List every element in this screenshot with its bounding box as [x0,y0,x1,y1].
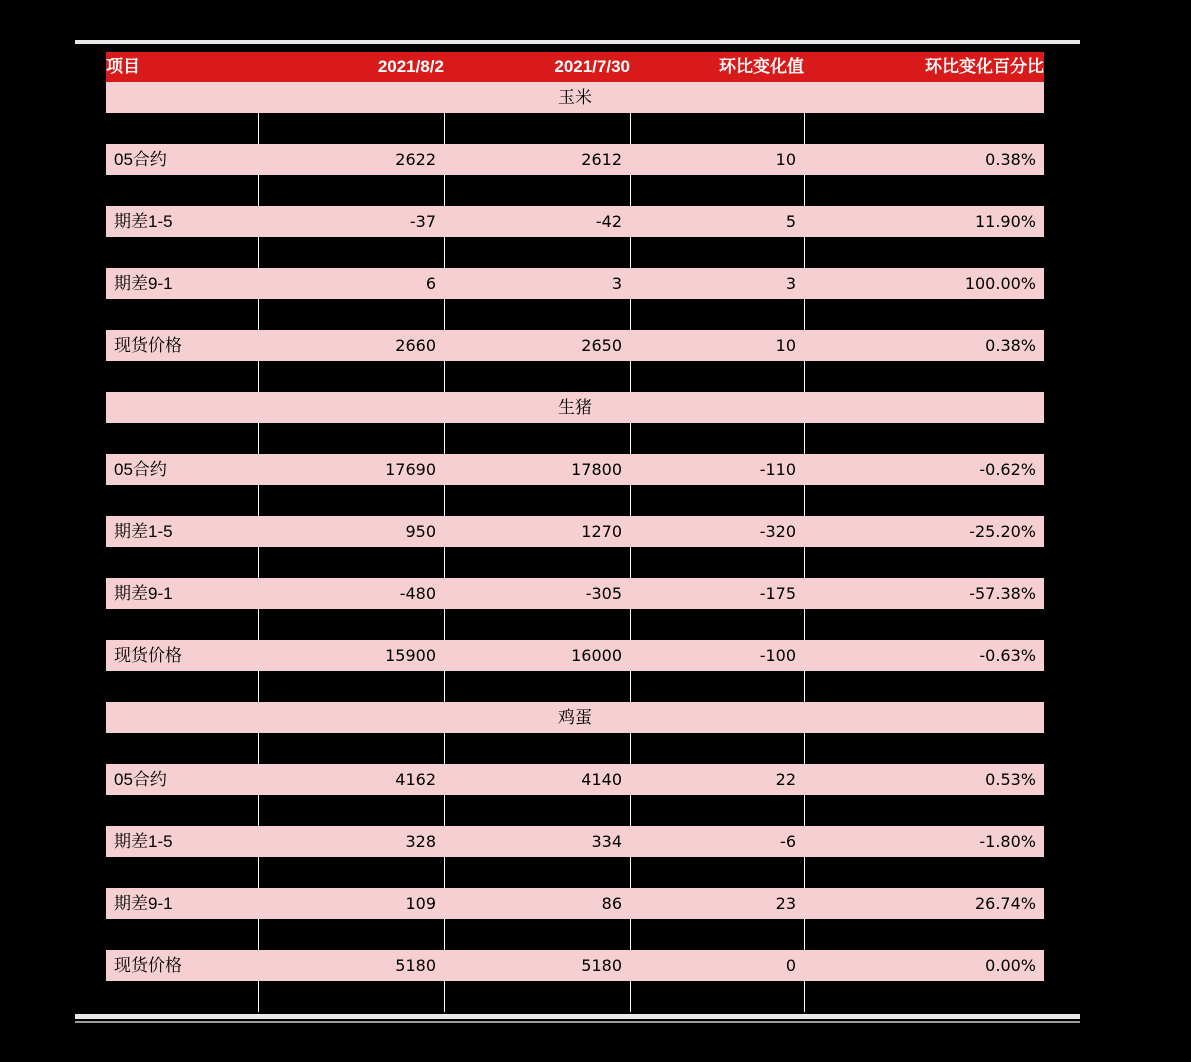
group-title: 鸡蛋 [106,702,1044,733]
row-change: -175 [630,578,804,609]
row-change: -6 [630,826,804,857]
row-value-date-2: 1270 [444,516,630,547]
spacer-cell [258,113,444,144]
row-change: 3 [630,268,804,299]
row-label: 05合约 [106,144,258,175]
spacer-cell [630,981,804,1012]
spacer-cell [106,981,258,1012]
spacer-cell [106,609,258,640]
row-change: -110 [630,454,804,485]
row-label: 期差9-1 [106,268,258,299]
bottom-divider-shadow [75,1021,1080,1023]
group-header-row [106,702,1044,733]
row-change-pct: -0.62% [804,454,1044,485]
row-change-pct: -25.20% [804,516,1044,547]
spacer-cell [630,113,804,144]
spacer-row [106,671,1044,702]
spacer-cell [444,485,630,516]
row-value-date-2: -42 [444,206,630,237]
spacer-cell [106,795,258,826]
spacer-cell [804,981,1044,1012]
table-row [106,578,1044,609]
spacer-cell [804,919,1044,950]
row-label: 现货价格 [106,640,258,671]
spacer-cell [444,361,630,392]
top-divider [75,40,1080,44]
spacer-cell [106,671,258,702]
row-value-date-1: 5180 [258,950,444,981]
table-row [106,206,1044,237]
spacer-cell [804,547,1044,578]
spacer-cell [106,175,258,206]
spacer-cell [804,361,1044,392]
row-value-date-1: 328 [258,826,444,857]
row-value-date-1: 6 [258,268,444,299]
spacer-cell [444,237,630,268]
spacer-cell [444,299,630,330]
spacer-cell [804,237,1044,268]
spacer-cell [258,671,444,702]
row-value-date-1: -37 [258,206,444,237]
spacer-row [106,423,1044,454]
table-header [106,52,1044,82]
spacer-cell [106,857,258,888]
spacer-cell [804,609,1044,640]
row-label: 期差1-5 [106,516,258,547]
row-change-pct: 0.00% [804,950,1044,981]
table-row [106,888,1044,919]
table-row [106,764,1044,795]
spacer-cell [106,299,258,330]
spacer-cell [444,857,630,888]
spacer-cell [630,423,804,454]
spacer-cell [804,299,1044,330]
row-change-pct: 26.74% [804,888,1044,919]
spacer-cell [106,733,258,764]
spacer-cell [630,237,804,268]
spacer-cell [630,175,804,206]
spacer-cell [106,361,258,392]
spacer-cell [106,423,258,454]
spacer-cell [444,423,630,454]
row-change: -100 [630,640,804,671]
bottom-divider [75,1014,1080,1019]
spacer-cell [444,175,630,206]
row-value-date-1: 17690 [258,454,444,485]
spacer-row [106,361,1044,392]
spacer-cell [258,733,444,764]
row-value-date-2: 5180 [444,950,630,981]
row-change: 10 [630,144,804,175]
spacer-row [106,981,1044,1012]
row-value-date-1: 2622 [258,144,444,175]
spacer-cell [258,485,444,516]
table-row [106,268,1044,299]
spacer-row [106,485,1044,516]
table-row [106,144,1044,175]
spacer-cell [630,547,804,578]
row-change-pct: -1.80% [804,826,1044,857]
table-row [106,640,1044,671]
spacer-cell [258,857,444,888]
spacer-row [106,733,1044,764]
spacer-cell [106,237,258,268]
row-label: 05合约 [106,764,258,795]
row-label: 期差1-5 [106,826,258,857]
spacer-cell [804,857,1044,888]
spacer-cell [444,919,630,950]
spacer-cell [106,547,258,578]
row-value-date-2: 2612 [444,144,630,175]
row-value-date-2: 16000 [444,640,630,671]
spacer-cell [630,361,804,392]
row-value-date-2: 3 [444,268,630,299]
row-change: 23 [630,888,804,919]
spacer-row [106,609,1044,640]
spacer-row [106,795,1044,826]
spacer-cell [444,609,630,640]
row-change: 5 [630,206,804,237]
spacer-cell [630,485,804,516]
row-value-date-2: 2650 [444,330,630,361]
spacer-row [106,919,1044,950]
row-value-date-2: -305 [444,578,630,609]
row-value-date-1: -480 [258,578,444,609]
spacer-cell [804,733,1044,764]
row-value-date-1: 109 [258,888,444,919]
row-change: -320 [630,516,804,547]
spacer-cell [106,485,258,516]
futures-comparison-table [106,52,1044,1012]
spacer-cell [444,547,630,578]
row-label: 现货价格 [106,330,258,361]
spacer-cell [630,857,804,888]
spacer-row [106,237,1044,268]
spacer-cell [258,361,444,392]
row-value-date-2: 4140 [444,764,630,795]
row-label: 期差9-1 [106,888,258,919]
spacer-row [106,547,1044,578]
spacer-cell [258,919,444,950]
spacer-cell [258,237,444,268]
spacer-cell [444,733,630,764]
row-change: 22 [630,764,804,795]
table-row [106,950,1044,981]
row-change-pct: 0.53% [804,764,1044,795]
spacer-cell [444,981,630,1012]
table-body [106,82,1044,1012]
spacer-cell [630,733,804,764]
group-title: 生猪 [106,392,1044,423]
row-change-pct: -0.63% [804,640,1044,671]
spacer-row [106,175,1044,206]
row-label: 05合约 [106,454,258,485]
column-header-change: 环比变化值 [630,52,804,82]
column-header-date-1: 2021/8/2 [258,52,444,82]
row-value-date-2: 17800 [444,454,630,485]
spacer-cell [804,113,1044,144]
spacer-cell [630,609,804,640]
spacer-cell [804,795,1044,826]
row-label: 期差1-5 [106,206,258,237]
row-value-date-1: 15900 [258,640,444,671]
table-row [106,826,1044,857]
spacer-row [106,299,1044,330]
row-label: 期差9-1 [106,578,258,609]
table-row [106,330,1044,361]
row-value-date-1: 950 [258,516,444,547]
spacer-cell [258,299,444,330]
spacer-cell [106,919,258,950]
table-row [106,516,1044,547]
spacer-cell [444,671,630,702]
spacer-cell [804,175,1044,206]
spacer-row [106,857,1044,888]
spacer-cell [106,113,258,144]
spacer-cell [804,485,1044,516]
spacer-cell [630,671,804,702]
header-row [106,52,1044,82]
spacer-cell [804,423,1044,454]
spacer-cell [258,795,444,826]
spacer-cell [630,795,804,826]
group-header-row [106,392,1044,423]
row-label: 现货价格 [106,950,258,981]
spacer-cell [258,175,444,206]
row-change: 0 [630,950,804,981]
column-header-change-pct: 环比变化百分比 [804,52,1044,82]
group-title: 玉米 [106,82,1044,113]
spacer-cell [444,113,630,144]
column-header-date-2: 2021/7/30 [444,52,630,82]
spacer-cell [630,299,804,330]
row-change-pct: 0.38% [804,144,1044,175]
row-value-date-2: 334 [444,826,630,857]
spacer-cell [258,609,444,640]
spacer-cell [258,547,444,578]
spacer-cell [258,423,444,454]
row-value-date-2: 86 [444,888,630,919]
row-change-pct: 100.00% [804,268,1044,299]
column-header-item: 项目 [106,52,258,82]
spacer-cell [444,795,630,826]
row-change-pct: -57.38% [804,578,1044,609]
row-value-date-1: 4162 [258,764,444,795]
row-change: 10 [630,330,804,361]
row-value-date-1: 2660 [258,330,444,361]
table-row [106,454,1044,485]
spacer-row [106,113,1044,144]
spacer-cell [804,671,1044,702]
spacer-cell [258,981,444,1012]
group-header-row [106,82,1044,113]
row-change-pct: 11.90% [804,206,1044,237]
spacer-cell [630,919,804,950]
row-change-pct: 0.38% [804,330,1044,361]
